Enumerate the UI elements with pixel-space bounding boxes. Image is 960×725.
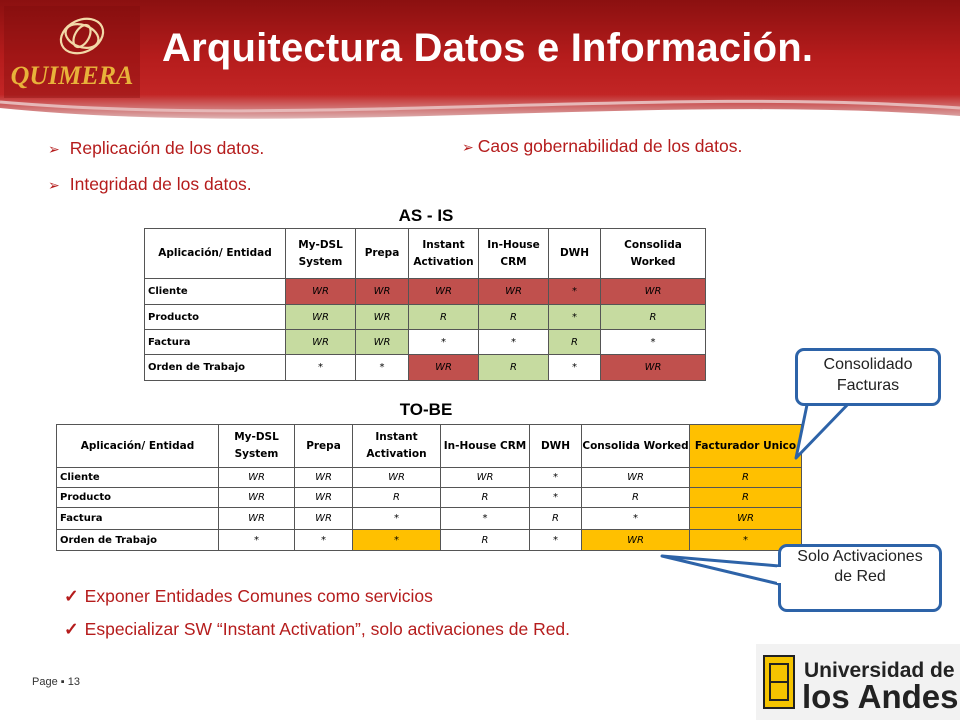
data-cell: WR bbox=[295, 508, 353, 530]
data-cell: WR bbox=[286, 279, 356, 305]
header-cell: In-House CRM bbox=[479, 229, 549, 279]
arrow-icon: ➢ bbox=[48, 177, 60, 193]
data-cell: R bbox=[690, 468, 802, 488]
data-cell: * bbox=[219, 530, 295, 551]
header-cell: Aplicación/ Entidad bbox=[57, 425, 219, 468]
data-cell: R bbox=[353, 488, 441, 508]
entity-cell: Orden de Trabajo bbox=[57, 530, 219, 551]
callout-joint-cover bbox=[777, 567, 782, 583]
university-name-line1: Universidad de bbox=[804, 659, 955, 682]
data-cell: WR bbox=[479, 279, 549, 305]
entity-cell: Producto bbox=[145, 305, 286, 330]
data-cell: R bbox=[530, 508, 582, 530]
universidad-logo bbox=[756, 644, 960, 720]
data-cell: R bbox=[601, 305, 706, 330]
header-cell: My-DSL System bbox=[219, 425, 295, 468]
callout-joint-cover bbox=[811, 396, 850, 401]
data-cell: R bbox=[479, 355, 549, 381]
check-especializar: ✓ Especializar SW “Instant Activation”, solo activaciones de Red. bbox=[64, 619, 571, 639]
data-cell: WR bbox=[353, 468, 441, 488]
entity-cell: Factura bbox=[57, 508, 219, 530]
data-cell: WR bbox=[441, 468, 530, 488]
data-cell: R bbox=[582, 488, 690, 508]
entity-cell: Cliente bbox=[57, 468, 219, 488]
arrow-icon: ➢ bbox=[48, 141, 60, 157]
data-cell: WR bbox=[409, 279, 479, 305]
data-cell: R bbox=[441, 530, 530, 551]
data-cell: WR bbox=[601, 279, 706, 305]
data-cell: * bbox=[286, 355, 356, 381]
header-cell: Aplicación/ Entidad bbox=[145, 229, 286, 279]
data-cell: WR bbox=[356, 305, 409, 330]
data-cell: WR bbox=[356, 279, 409, 305]
callout-consolidado-facturas: Consolidado Facturas bbox=[795, 348, 941, 406]
slide-title: Arquitectura Datos e Información. bbox=[162, 26, 814, 70]
data-cell: * bbox=[295, 530, 353, 551]
bullet-integridad: ➢ Integridad de los datos. bbox=[48, 174, 252, 194]
entity-cell: Producto bbox=[57, 488, 219, 508]
data-cell: * bbox=[356, 355, 409, 381]
data-cell: R bbox=[441, 488, 530, 508]
data-cell: * bbox=[441, 508, 530, 530]
header-cell: DWH bbox=[530, 425, 582, 468]
check-icon: ✓ bbox=[64, 586, 79, 606]
callout-solo-activaciones: Solo Activaciones de Red bbox=[778, 544, 942, 612]
data-cell: * bbox=[549, 305, 601, 330]
data-cell: * bbox=[479, 330, 549, 355]
check-exponer: ✓ Exponer Entidades Comunes como servicios bbox=[64, 586, 433, 606]
data-cell: R bbox=[409, 305, 479, 330]
header-cell: Consolida Worked bbox=[582, 425, 690, 468]
check-icon: ✓ bbox=[64, 619, 79, 639]
data-cell: * bbox=[582, 508, 690, 530]
header-cell: Prepa bbox=[295, 425, 353, 468]
header-cell: My-DSL System bbox=[286, 229, 356, 279]
data-cell: WR bbox=[295, 468, 353, 488]
header-cell: Instant Activation bbox=[409, 229, 479, 279]
header-cell: DWH bbox=[549, 229, 601, 279]
data-cell: WR bbox=[356, 330, 409, 355]
data-cell: WR bbox=[286, 305, 356, 330]
header-cell: In-House CRM bbox=[441, 425, 530, 468]
data-cell: R bbox=[479, 305, 549, 330]
bullet-replicacion: ➢ Replicación de los datos. bbox=[48, 138, 265, 158]
to-be-label: TO-BE bbox=[399, 400, 453, 419]
data-cell: * bbox=[530, 488, 582, 508]
as-is-label: AS - IS bbox=[398, 206, 454, 225]
data-cell: * bbox=[549, 355, 601, 381]
data-cell: * bbox=[690, 530, 802, 551]
data-cell: * bbox=[353, 508, 441, 530]
university-name-line2: los Andes bbox=[802, 678, 959, 715]
entity-cell: Orden de Trabajo bbox=[145, 355, 286, 381]
data-cell: R bbox=[690, 488, 802, 508]
header-cell: Prepa bbox=[356, 229, 409, 279]
data-cell: WR bbox=[219, 488, 295, 508]
data-cell: WR bbox=[219, 468, 295, 488]
data-cell: * bbox=[409, 330, 479, 355]
bullet-caos: ➢ Caos gobernabilidad de los datos. bbox=[462, 136, 743, 156]
data-cell: WR bbox=[582, 530, 690, 551]
entity-cell: Cliente bbox=[145, 279, 286, 305]
data-cell: WR bbox=[286, 330, 356, 355]
data-cell: WR bbox=[409, 355, 479, 381]
page-number: Page ▪ 13 bbox=[32, 676, 80, 688]
entity-cell: Factura bbox=[145, 330, 286, 355]
data-cell: R bbox=[549, 330, 601, 355]
data-cell: * bbox=[549, 279, 601, 305]
data-cell: WR bbox=[219, 508, 295, 530]
data-cell: WR bbox=[601, 355, 706, 381]
data-cell: WR bbox=[690, 508, 802, 530]
data-cell: * bbox=[601, 330, 706, 355]
data-cell: * bbox=[530, 468, 582, 488]
logo-text: QUIMERA bbox=[10, 61, 134, 90]
data-cell: WR bbox=[582, 468, 690, 488]
arrow-icon: ➢ bbox=[462, 139, 474, 155]
header-cell: Instant Activation bbox=[353, 425, 441, 468]
data-cell: * bbox=[353, 530, 441, 551]
data-cell: * bbox=[530, 530, 582, 551]
header-cell: Facturador Unico bbox=[690, 425, 802, 468]
header-cell: Consolida Worked bbox=[601, 229, 706, 279]
data-cell: WR bbox=[295, 488, 353, 508]
